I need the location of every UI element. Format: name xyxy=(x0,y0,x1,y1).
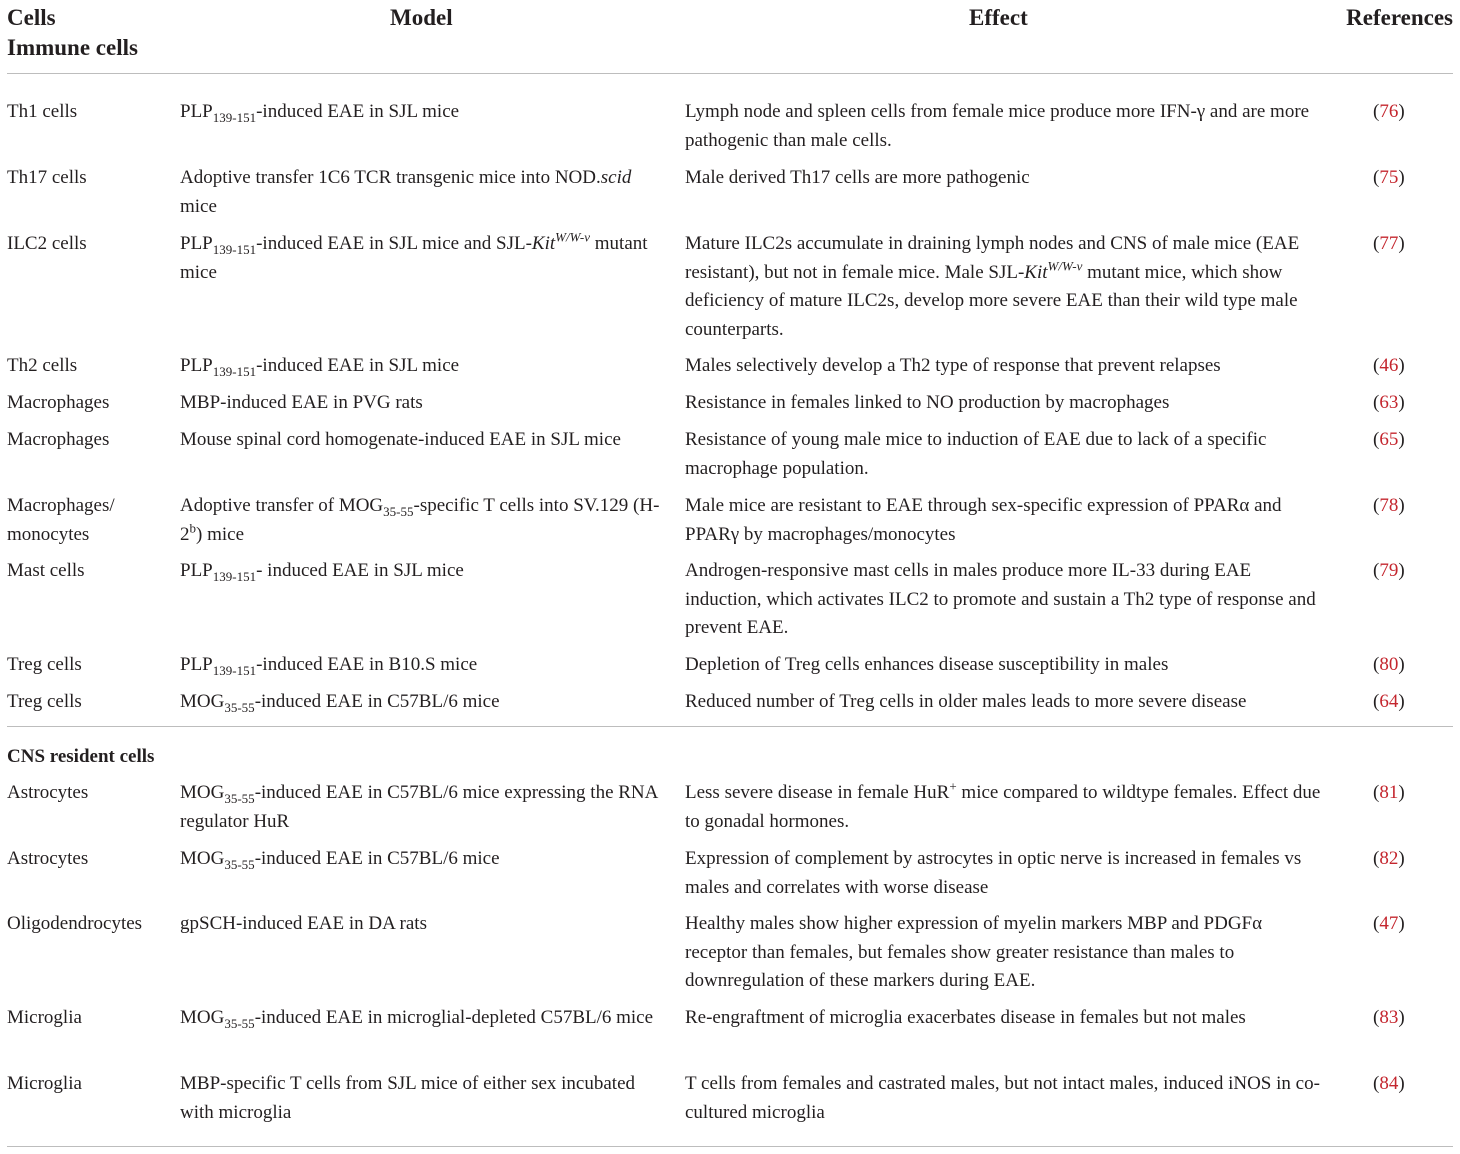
kit-superscript: W/W-v xyxy=(555,229,591,245)
plp-subscript: 139-151 xyxy=(212,241,257,257)
reference: (77) xyxy=(1373,233,1405,254)
reference-link[interactable]: 64 xyxy=(1379,691,1399,712)
mog-text: MOG xyxy=(180,848,225,869)
effect-text: Expression of complement by astrocytes in optic nerve is increased in females vs males and correlates with worse disease xyxy=(685,848,1302,898)
model-rest: -induced EAE in SJL mice xyxy=(256,101,460,122)
h2-superscript: b xyxy=(189,520,196,536)
model-rest: -induced EAE in SJL mice xyxy=(256,355,460,376)
reference-link[interactable]: 63 xyxy=(1379,392,1399,413)
reference: (46) xyxy=(1373,355,1405,376)
model-text xyxy=(180,845,672,874)
cell-type: Th17 cells xyxy=(7,167,87,188)
reference-link[interactable]: 83 xyxy=(1379,1007,1399,1028)
reference: (63) xyxy=(1373,392,1405,413)
reference: (76) xyxy=(1373,101,1405,122)
reference-link[interactable]: 47 xyxy=(1379,913,1399,934)
cell-type: Mast cells xyxy=(7,560,85,581)
effect-rest: mutant mice, which show deficiency of mature ILC2s, develop more severe EAE than their wild type male counterparts. xyxy=(685,261,1298,340)
effect-text xyxy=(685,779,1325,836)
cell-type: ILC2 cells xyxy=(7,233,87,254)
reference-link[interactable]: 81 xyxy=(1379,782,1399,803)
cell-type: Th2 cells xyxy=(7,355,78,376)
model-text xyxy=(180,352,672,381)
cell-type: Macrophages xyxy=(7,429,110,450)
model-start: Adoptive transfer of xyxy=(180,495,339,516)
reference-link[interactable]: 65 xyxy=(1379,429,1399,450)
model-rest: -induced EAE in B10.S mice xyxy=(256,654,478,675)
data-table xyxy=(7,0,1453,1123)
model-rest: - induced EAE in SJL mice xyxy=(256,560,464,581)
plp-text: PLP xyxy=(180,654,213,675)
effect-start: Mature ILC2s accumulate in draining lymph nodes and CNS of male mice (EAE resistant), but not in female mice. Male SJL- xyxy=(685,233,1300,283)
model-text: MBP-induced EAE in PVG rats xyxy=(180,392,423,413)
cell-type: Macrophages/ monocytes xyxy=(7,495,115,545)
cell-type: Microglia xyxy=(7,1073,82,1094)
header-model-label: Model xyxy=(390,5,453,30)
section-divider xyxy=(7,726,1453,727)
mog-subscript: 35-55 xyxy=(224,699,255,715)
effect-text: Resistance in females linked to NO production by macrophages xyxy=(685,392,1170,413)
reference-link[interactable]: 84 xyxy=(1379,1073,1399,1094)
scid-italic: scid xyxy=(600,167,632,188)
effect-text: Male derived Th17 cells are more pathogenic xyxy=(685,167,1030,188)
cell-type: Th1 cells xyxy=(7,101,78,122)
header-references-label: References xyxy=(1346,5,1453,30)
header-effect-label: Effect xyxy=(969,5,1028,30)
model-text: MBP-specific T cells from SJL mice of either sex incubated with microglia xyxy=(180,1073,636,1123)
model-text: Mouse spinal cord homogenate-induced EAE in SJL mice xyxy=(180,429,621,450)
model-end: ) mice xyxy=(196,523,245,545)
reference: (78) xyxy=(1373,495,1405,516)
reference-link[interactable]: 75 xyxy=(1379,167,1399,188)
mog-subscript: 35-55 xyxy=(224,1015,255,1031)
cell-type: Treg cells xyxy=(7,654,82,675)
model-rest: -induced EAE in microglial-depleted C57BL/6 mice xyxy=(254,1007,654,1028)
reference-link[interactable]: 77 xyxy=(1379,233,1399,254)
model-text xyxy=(180,164,672,221)
cell-type: Macrophages xyxy=(7,392,110,413)
reference-link[interactable]: 82 xyxy=(1379,848,1399,869)
model-text: gpSCH-induced EAE in DA rats xyxy=(180,913,427,934)
effect-rest: mice compared to wildtype females. Effect due to gonadal hormones. xyxy=(685,782,1321,832)
plp-text: PLP xyxy=(180,560,213,581)
effect-text: Re-engraftment of microglia exacerbates disease in females but not males xyxy=(685,1007,1246,1028)
model-text xyxy=(180,98,672,127)
model-rest: mice xyxy=(180,195,217,217)
effect-text: T cells from females and castrated males, but not intact males, induced iNOS in co-cultured microglia xyxy=(685,1073,1320,1123)
plp-text: PLP xyxy=(180,355,213,376)
cell-type: Oligodendrocytes xyxy=(7,913,143,934)
hur-superscript: + xyxy=(949,778,957,794)
table-bottom-rule xyxy=(7,1146,1453,1147)
reference: (75) xyxy=(1373,167,1405,188)
model-rest: -induced EAE in C57BL/6 mice xyxy=(254,691,500,712)
reference-link[interactable]: 76 xyxy=(1379,101,1399,122)
reference-link[interactable]: 78 xyxy=(1379,495,1399,516)
effect-text: Males selectively develop a Th2 type of response that prevent relapses xyxy=(685,355,1221,376)
cell-type: Astrocytes xyxy=(7,782,89,803)
reference: (64) xyxy=(1373,691,1405,712)
effect-start: Less severe disease in female HuR xyxy=(685,782,950,803)
plp-subscript: 139-151 xyxy=(212,568,257,584)
model-rest: -induced EAE in SJL mice and SJL- xyxy=(256,233,532,254)
reference-link[interactable]: 79 xyxy=(1379,560,1399,581)
reference: (82) xyxy=(1373,848,1405,869)
mog-subscript: 35-55 xyxy=(383,503,414,519)
reference-link[interactable]: 46 xyxy=(1379,355,1399,376)
kit-italic: Kit xyxy=(531,233,556,254)
reference: (83) xyxy=(1373,1007,1405,1028)
plp-subscript: 139-151 xyxy=(212,363,257,379)
effect-text: Depletion of Treg cells enhances disease susceptibility in males xyxy=(685,654,1169,675)
reference: (65) xyxy=(1373,429,1405,450)
mog-subscript: 35-55 xyxy=(224,790,255,806)
cell-type: Treg cells xyxy=(7,691,82,712)
plp-text: PLP xyxy=(180,101,213,122)
section-title-cns: CNS resident cells xyxy=(7,746,155,767)
plp-subscript: 139-151 xyxy=(212,662,257,678)
mog-text: MOG xyxy=(180,1007,225,1028)
table-header xyxy=(7,0,1453,74)
model-text xyxy=(180,557,672,586)
kit-superscript: W/W-v xyxy=(1047,258,1083,274)
effect-text: Male mice are resistant to EAE through sex-specific expression of PPARα and PPARγ by macrophages/monocytes xyxy=(685,495,1282,545)
effect-text: Lymph node and spleen cells from female mice produce more IFN-γ and are more pathogenic than male cells. xyxy=(685,101,1310,151)
mog-text: MOG xyxy=(180,782,225,803)
effect-text: Reduced number of Treg cells in older males leads to more severe disease xyxy=(685,691,1247,712)
reference: (47) xyxy=(1373,913,1405,934)
effect-text: Healthy males show higher expression of myelin markers MBP and PDGFα receptor than females, but females show greater resistance than males to downregulation of these markers during EAE. xyxy=(685,913,1263,992)
model-text xyxy=(180,688,672,717)
effect-text xyxy=(685,230,1325,344)
reference: (80) xyxy=(1373,654,1405,675)
header-cells-label: Cells xyxy=(7,5,56,30)
effect-text: Androgen-responsive mast cells in males produce more IL-33 during EAE induction, which activates ILC2 to promote and sustain a Th2 type of response and prevent EAE. xyxy=(685,560,1316,639)
mog-text: MOG xyxy=(180,691,225,712)
model-text xyxy=(180,1004,672,1033)
model-text xyxy=(180,779,672,836)
plp-text: PLP xyxy=(180,233,213,254)
model-start: Adoptive transfer 1C6 TCR transgenic mice into NOD. xyxy=(180,167,601,188)
mog-subscript: 35-55 xyxy=(224,856,255,872)
model-rest: -induced EAE in C57BL/6 mice expressing the RNA regulator HuR xyxy=(180,782,658,832)
cell-type: Astrocytes xyxy=(7,848,89,869)
plp-subscript: 139-151 xyxy=(212,109,257,125)
model-text xyxy=(180,492,672,549)
header-cells-column xyxy=(7,3,138,63)
reference-link[interactable]: 80 xyxy=(1379,654,1399,675)
model-text xyxy=(180,651,672,680)
model-end: mutant mice xyxy=(180,233,648,283)
model-text xyxy=(180,230,672,287)
kit-italic: Kit xyxy=(1024,261,1048,283)
cell-type: Microglia xyxy=(7,1007,82,1028)
model-rest: -induced EAE in C57BL/6 mice xyxy=(254,848,500,869)
reference: (79) xyxy=(1373,560,1405,581)
header-immune-cells-label: Immune cells xyxy=(7,35,138,60)
model-rest: -specific T cells into SV.129 (H-2 xyxy=(180,495,660,545)
mog-text: MOG xyxy=(338,495,384,516)
reference: (81) xyxy=(1373,782,1405,803)
reference: (84) xyxy=(1373,1073,1405,1094)
effect-text: Resistance of young male mice to induction of EAE due to lack of a specific macrophage population. xyxy=(685,429,1267,479)
